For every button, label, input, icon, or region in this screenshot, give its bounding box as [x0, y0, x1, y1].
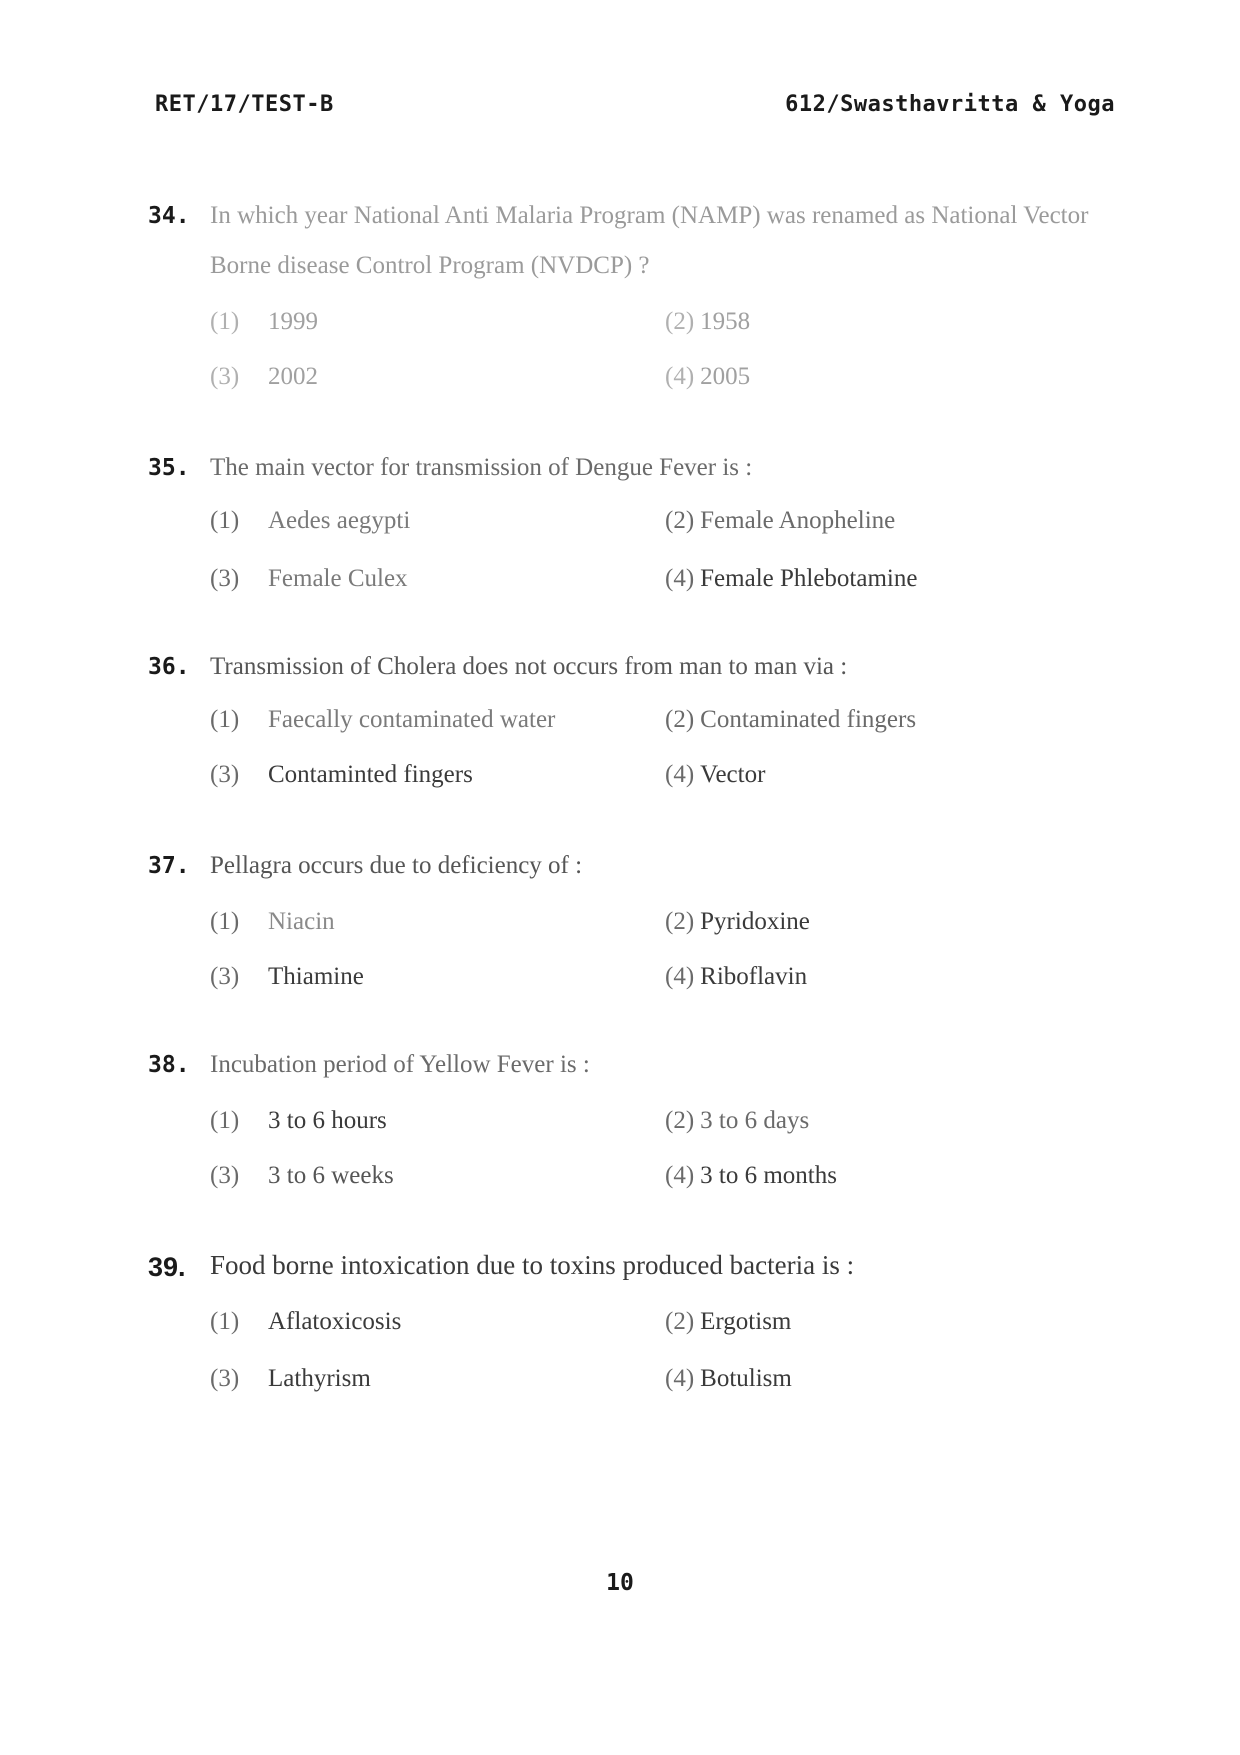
option-2: (2) 1958 — [665, 308, 751, 335]
subject-title: 612/Swasthavritta & Yoga — [785, 92, 1115, 117]
option-2: (2) 3 to 6 days — [665, 1107, 810, 1134]
page-number: 10 — [606, 1570, 634, 1596]
question-39 — [148, 1252, 1128, 1412]
question-text: Transmission of Cholera does not occurs from man to man via : — [210, 653, 848, 680]
option-4: (4) Vector — [665, 761, 766, 788]
option-4: (4) 2005 — [665, 363, 751, 390]
question-number: 38. — [148, 1052, 190, 1078]
question-text: Incubation period of Yellow Fever is : — [210, 1051, 590, 1078]
question-37 — [148, 853, 1128, 1003]
question-text: Food borne intoxication due to toxins produced bacteria is : — [210, 1250, 855, 1280]
question-number: 34. — [148, 203, 190, 229]
test-code: RET/17/TEST-B — [155, 92, 334, 117]
option-1: (1) Faecally contaminated water — [210, 706, 556, 733]
option-2: (2) Pyridoxine — [665, 908, 810, 935]
question-number: 36. — [148, 654, 190, 680]
question-38 — [148, 1052, 1128, 1202]
option-4: (4) Riboflavin — [665, 963, 808, 990]
option-4: (4) 3 to 6 months — [665, 1162, 837, 1189]
option-2: (2) Female Anopheline — [665, 507, 896, 534]
option-3: (3) Lathyrism — [210, 1365, 371, 1392]
option-4: (4) Female Phlebotamine — [665, 565, 918, 592]
question-35 — [148, 455, 1128, 605]
option-1: (1) 1999 — [210, 308, 318, 335]
option-2: (2) Ergotism — [665, 1308, 792, 1335]
option-3: (3) Contaminted fingers — [210, 761, 473, 788]
question-text: The main vector for transmission of Dengue Fever is : — [210, 454, 753, 481]
option-3: (3) 2002 — [210, 363, 318, 390]
question-36 — [148, 654, 1128, 804]
option-4: (4) Botulism — [665, 1365, 792, 1392]
page-header — [155, 92, 1115, 132]
option-3: (3) Female Culex — [210, 565, 408, 592]
question-text: Pellagra occurs due to deficiency of : — [210, 852, 583, 879]
question-number: 39. — [148, 1252, 186, 1282]
question-34 — [148, 203, 1128, 393]
question-number: 37. — [148, 853, 190, 879]
question-text: In which year National Anti Malaria Program (NAMP) was renamed as National Vector Borne disease Control Program (NVDCP) ? — [210, 202, 1089, 279]
option-1: (1) Aflatoxicosis — [210, 1308, 402, 1335]
option-2: (2) Contaminated fingers — [665, 706, 917, 733]
option-1: (1) Niacin — [210, 908, 335, 935]
question-number: 35. — [148, 455, 190, 481]
option-3: (3) Thiamine — [210, 963, 364, 990]
option-1: (1) 3 to 6 hours — [210, 1107, 387, 1134]
option-3: (3) 3 to 6 weeks — [210, 1162, 394, 1189]
option-1: (1) Aedes aegypti — [210, 507, 411, 534]
